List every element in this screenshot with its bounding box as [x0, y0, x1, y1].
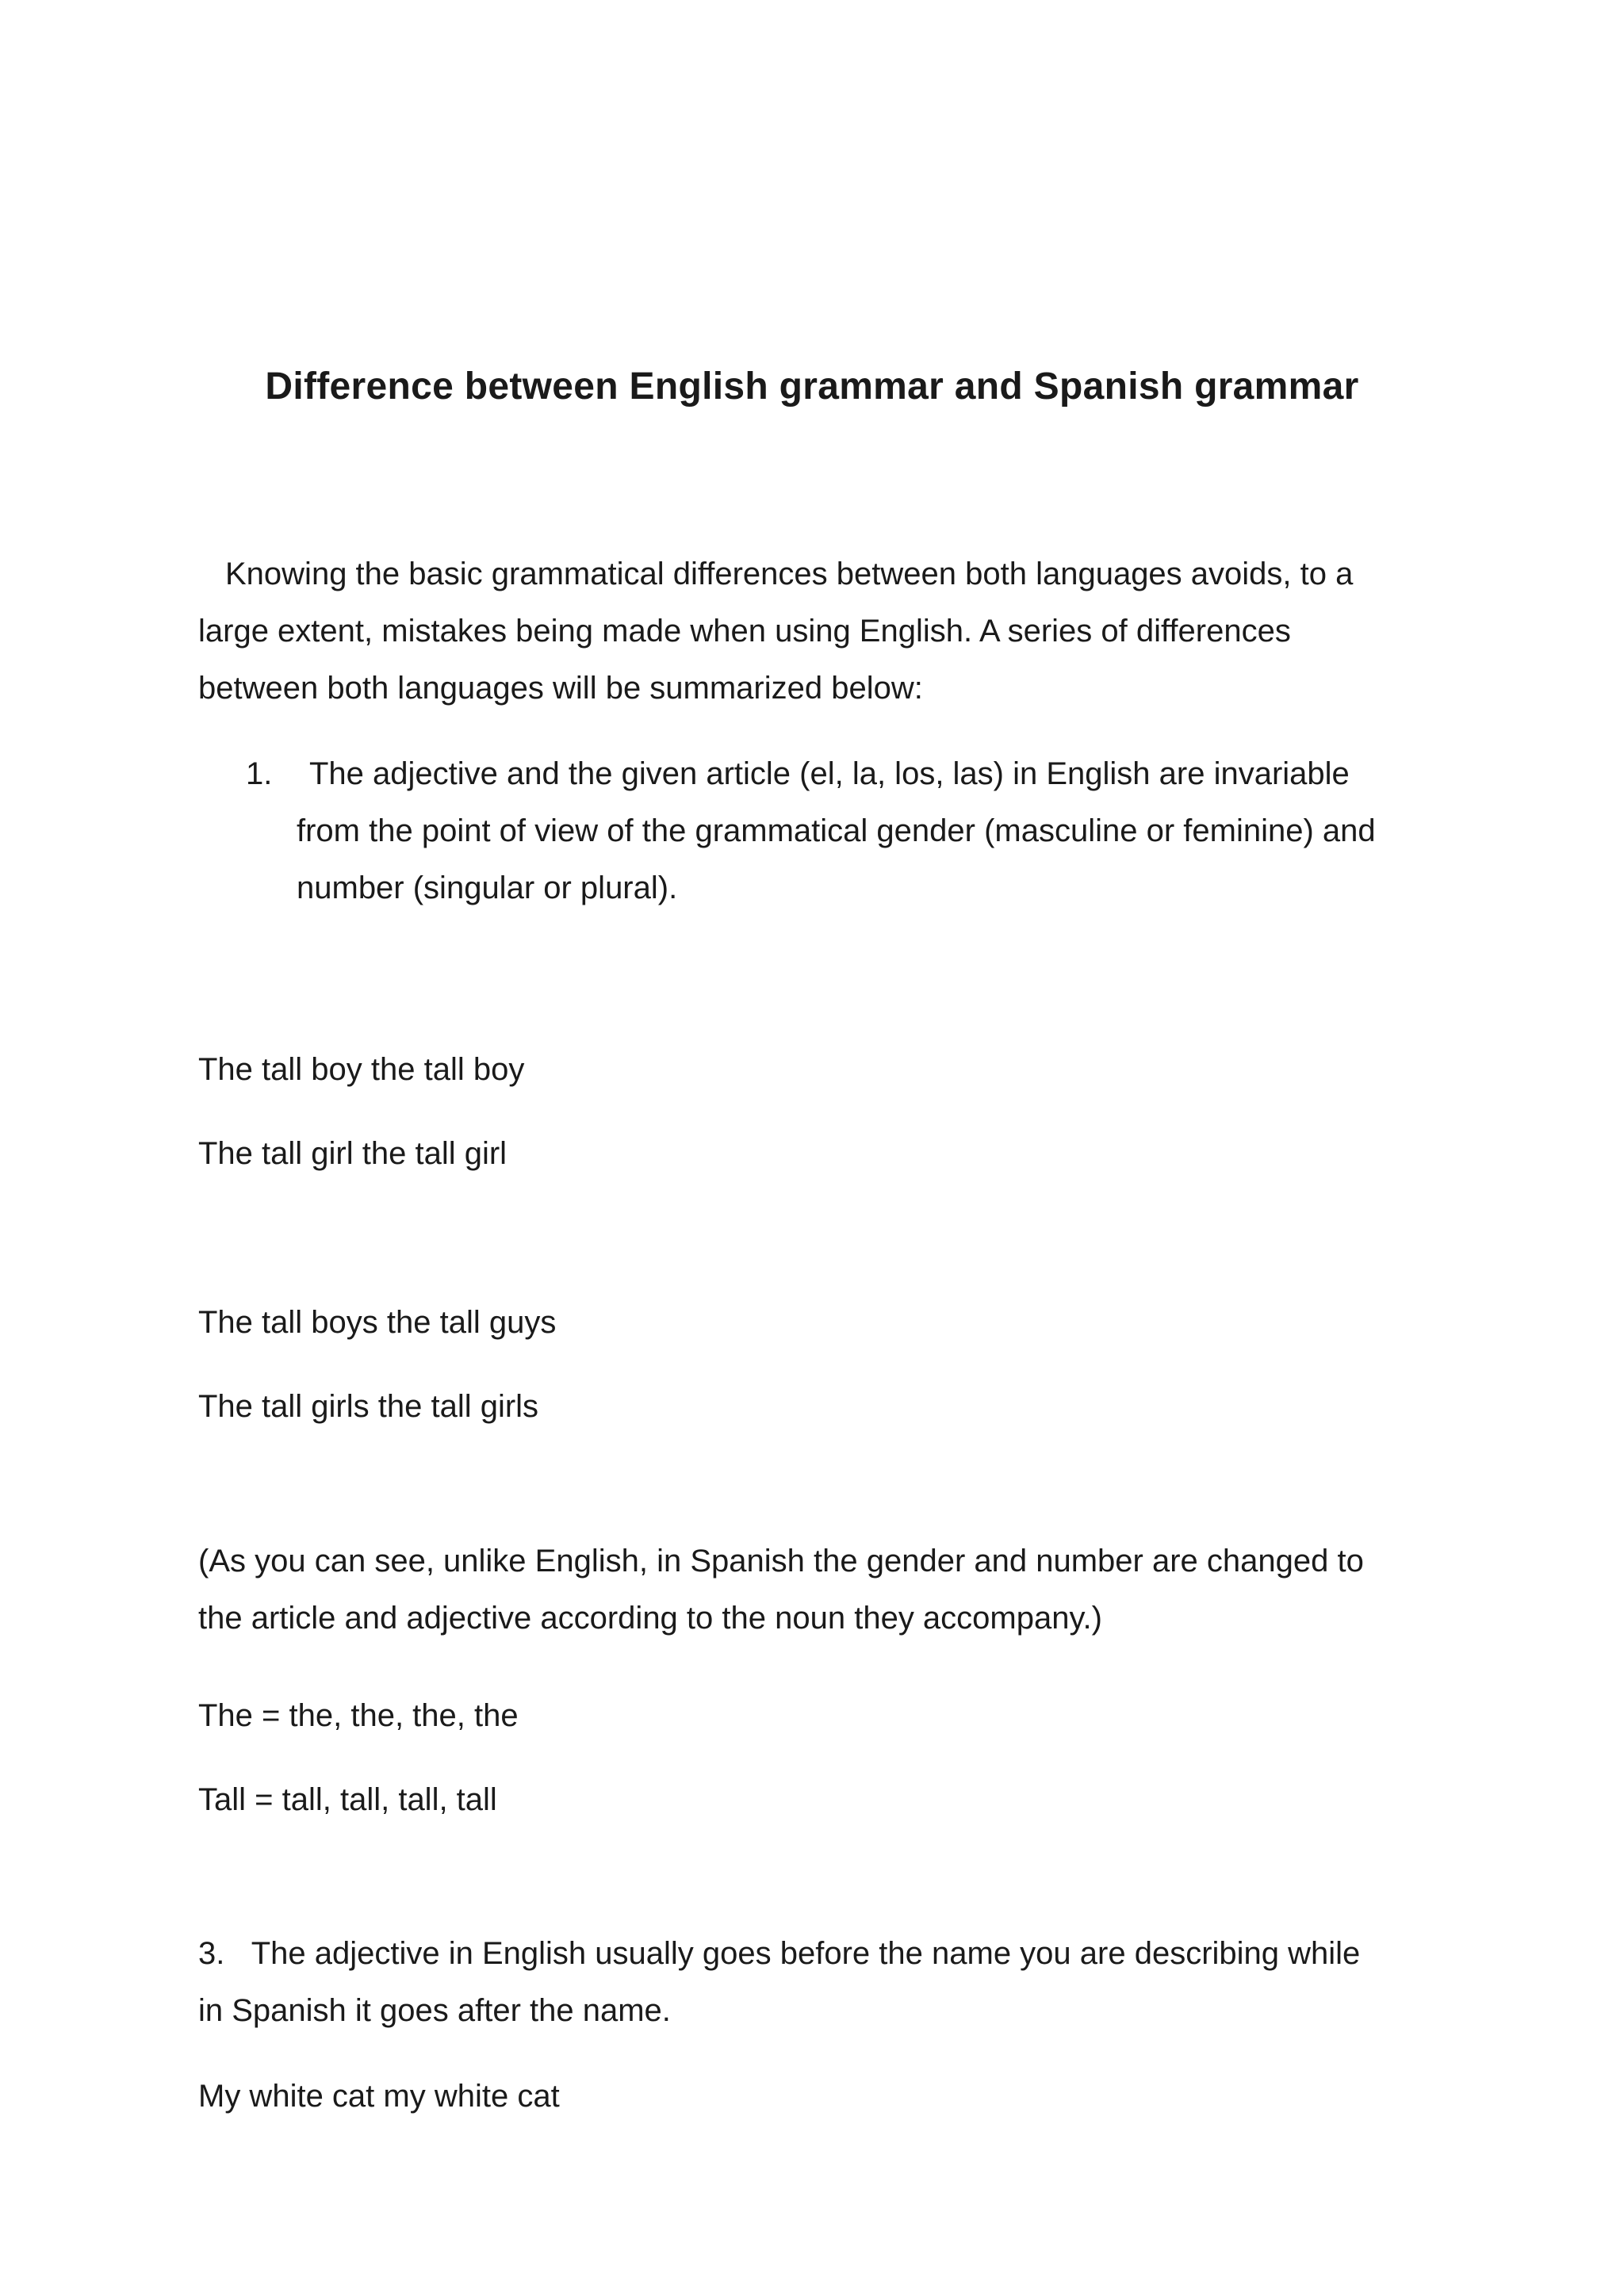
list-item-3 — [198, 1925, 1360, 2039]
list-item-line: from the point of view of the grammatical gender (masculine or feminine) and — [297, 813, 1376, 848]
list-item-number: 1. — [246, 756, 273, 791]
list-item-number: 3. — [198, 1936, 225, 1971]
example-line: The tall boy the tall boy — [198, 1052, 525, 1087]
equivalences — [198, 1674, 519, 1842]
equivalence-line: The = the, the, the, the — [198, 1698, 519, 1733]
example-line: The tall boys the tall guys — [198, 1305, 557, 1340]
intro-paragraph — [198, 545, 1353, 717]
note-line: (As you can see, unlike English, in Spanish the gender and number are changed to — [198, 1544, 1364, 1578]
example-line: The tall girl the tall girl — [198, 1136, 508, 1171]
note-line: the article and adjective according to the noun they accompany.) — [198, 1601, 1102, 1636]
list-item-text: The adjective and the given article (el, la, los, las) in English are invariable — [309, 756, 1350, 791]
list-item-first-line — [246, 745, 1376, 802]
note-paragraph — [198, 1533, 1364, 1647]
list-item-first-line — [198, 1925, 1360, 1982]
intro-line: large extent, mistakes being made when using English. A series of differences — [198, 614, 1291, 649]
examples-singular — [198, 1027, 524, 1196]
list-item-1 — [246, 745, 1376, 916]
list-item-line: number (singular or plural). — [297, 871, 678, 905]
example-line: The tall girls the tall girls — [198, 1389, 539, 1424]
list-item-text: The adjective in English usually goes before the name you are describing while — [251, 1936, 1361, 1971]
example-cat — [198, 2068, 560, 2125]
document-title: Difference between English grammar and Spanish grammar — [265, 365, 1359, 408]
equivalence-line: Tall = tall, tall, tall, tall — [198, 1782, 497, 1817]
example-line: My white cat my white cat — [198, 2079, 560, 2114]
list-item-line: in Spanish it goes after the name. — [198, 1993, 671, 2028]
intro-line: Knowing the basic grammatical differences between both languages avoids, to a — [225, 557, 1354, 591]
intro-line: between both languages will be summarized below: — [198, 671, 923, 706]
examples-plural — [198, 1280, 556, 1448]
